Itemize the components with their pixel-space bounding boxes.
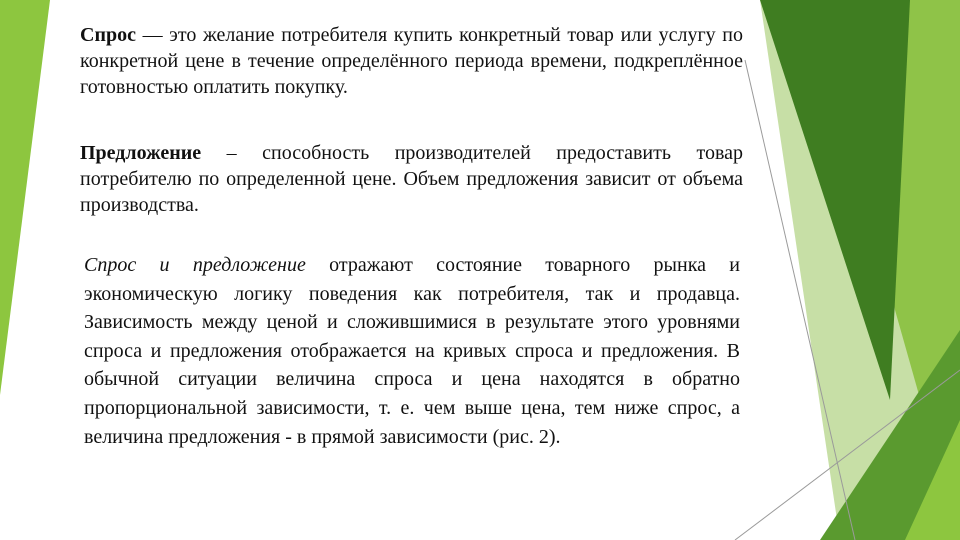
definition-text: это желание потребителя купить конкретный товар или услугу по конкретной цене в течение определённого периода времени, подкреплённое готовностью оплатить покупку.: [80, 24, 744, 98]
term-demand: Спрос: [80, 24, 136, 46]
explanation-text: отражают состояние товарного рынка и экономическую логику поведения как потребителя, так и продавца. Зависимость между ценой и сложившимися в результате этого уровнями спроса и предложения отображается на кривых спроса и предложения. В обычной ситуации величина спроса и цена находятся в обратно пропорциональной зависимости, т. е. чем выше цена, тем ниже спрос, а величина предложения - в прямой зависимости (рис. 2).: [84, 254, 740, 448]
term-supply: Предложение: [80, 142, 202, 164]
separator: –: [201, 142, 263, 164]
definition-demand: [80, 22, 743, 100]
definition-supply: [80, 140, 743, 218]
explanation-paragraph: [84, 251, 740, 451]
definition-text: способность производителей предоставить товар потребителю по определенной цене. Объем предложения зависит от объема производства.: [80, 142, 744, 216]
left-green-stripe: [0, 0, 50, 395]
explanation-lead: Спрос и предложение: [84, 254, 306, 276]
separator: —: [135, 24, 170, 46]
